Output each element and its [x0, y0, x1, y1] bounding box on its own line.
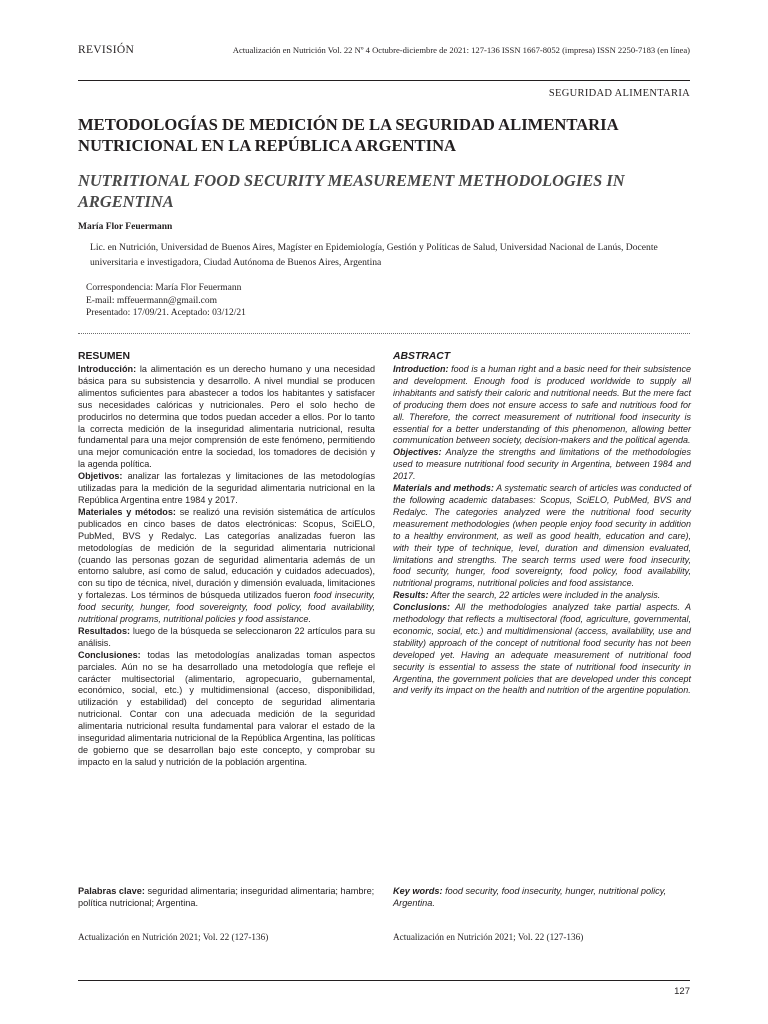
key-words	[393, 885, 693, 909]
author-affiliation: Lic. en Nutrición, Universidad de Buenos Aires, Magíster en Epidemiología, Gestión y Políticas de Salud, Universidad Nacional de Lanús, Docente universitaria e investigadora, Ciudad Autónoma de Buenos Aires, Argentina	[90, 242, 658, 268]
correspondence-block	[86, 282, 486, 320]
abstract-heading: ABSTRACT	[393, 351, 451, 362]
resumen-met-terms: food insecurity, food security, hunger, food sovereignty, food policy, food availability, nutritional programs, nutritional policies y food assistance.	[78, 590, 375, 625]
article-title-spanish: METODOLOGÍAS DE MEDICIÓN DE LA SEGURIDAD ALIMENTARIA NUTRICIONAL EN LA REPÚBLICA ARGENTINA	[78, 115, 618, 155]
author-name: María Flor Feuermann	[78, 222, 173, 232]
abstract-results	[393, 590, 691, 602]
resumen-objectives	[78, 471, 375, 507]
abstract-res-label: Results:	[393, 590, 429, 601]
resumen-intro-text: la alimentación es un derecho humano y una necesidad básica para su subsistencia y desarrollo. A nivel mundial se producen alimentos suficientes para abastecer a todos los habitantes y satisfacer sus necesidades calóricas y nutricionales. Pero el solo hecho de producirlos no determina que todos puedan acceder a ellos. Por lo tanto la correcta medición de la inseguridad alimentaria nutricional, resulta fundamental para una mejor comprensión de este fenómeno, permitiendo una mejor comunicación entre la sociedad, los tomadores de decisión y la agenda política.	[78, 364, 375, 470]
resumen-obj-label: Objetivos:	[78, 471, 123, 482]
resumen-obj-text: analizar las fortalezas y limitaciones de las metodologías utilizadas para la medición de la seguridad alimentaria nutricional en la República Argentina entre 1984 y 2017.	[78, 471, 375, 505]
abstract-objectives	[393, 447, 691, 483]
abstract-obj-label: Objectives:	[393, 447, 442, 458]
abstract-res-text: After the search, 22 articles were included in the analysis.	[430, 590, 661, 601]
resumen-met-text: se realizó una revisión sistemática de artículos publicados en cinco bases de datos electrónicas: Scopus, SciELO, PubMed, BVS y Redalyc. Las categorías analizadas fueron las metodologías de medición de la seguridad alimentaria nutricional (cuando las personas gozan de seguridad alimentaria además de un entorno salubre, así como de salud, educación y cuidados adecuados), con su tipo de técnica, nivel, duración y dimensión evaluada, limitaciones y fortalezas. Los términos de búsqueda utilizados fueron	[78, 506, 376, 601]
dotted-divider	[78, 333, 690, 334]
submission-dates: Presentado: 17/09/21. Aceptado: 03/12/21	[86, 308, 246, 318]
page-number: 127	[674, 986, 690, 997]
key-words-label: Key words:	[393, 886, 443, 896]
abstract-met-text: A systematic search of articles was conducted of the following academic databases: Scopus, SciELO, PubMed, BVS and Redalyc. The categories analyzed were the nutritional food security measurement methodologies (when people enjoy food security in addition to a healthy environment, as well as good health, education and care), with their type of technique, level, duration and dimension evaluated, limitations and strengths. The search terms used were food insecurity, food security, hunger, food sovereignty, food policy, food availability, nutritional programs, nutritional policies and food assistance.	[393, 483, 691, 589]
palabras-clave	[78, 885, 378, 909]
resumen-methods	[78, 507, 375, 626]
resumen-column	[78, 350, 375, 769]
resumen-heading: RESUMEN	[78, 351, 130, 362]
resumen-con-text: todas las metodologías analizadas toman aspectos parciales. Aún no se ha desarrollado una metodología que refleje el carácter multisectorial (alimentario, agropecuario, gubernamental, económico, social, etc.) y multidimensional (acceso, disponibilidad, utilización y estabilidad) del concepto de seguridad alimentaria nutricional. Contar con una adecuada medición de la seguridad alimentaria nutricional resulta fundamental para valorar el estado de la inseguridad alimentaria nutricional de la República Argentina, las políticas de gobierno que se desarrollan bajo este concepto, y comprobar su impacto en la salud y nutrición de la población argentina.	[78, 649, 375, 767]
footer-citation-right: Actualización en Nutrición 2021; Vol. 22 (127-136)	[393, 932, 584, 942]
palabras-clave-label: Palabras clave:	[78, 886, 145, 896]
header-rule	[78, 80, 690, 81]
resumen-results	[78, 626, 375, 650]
abstract-con-label: Conclusions:	[393, 602, 451, 613]
key-words-text: food security, food insecurity, hunger, nutritional policy, Argentina.	[393, 886, 667, 908]
abstract-met-label: Materials and methods:	[393, 483, 494, 494]
correspondence-name: Correspondencia: María Flor Feuermann	[86, 283, 242, 293]
resumen-con-label: Conclusiones:	[78, 649, 141, 660]
abstract-column	[393, 350, 691, 697]
resumen-conclusions	[78, 650, 375, 769]
resumen-res-text: luego de la búsqueda se seleccionaron 22 artículos para su análisis.	[78, 625, 376, 648]
palabras-clave-text: seguridad alimentaria; inseguridad alimentaria; hambre; política nutricional; Argentina.	[78, 886, 375, 908]
section-label: SEGURIDAD ALIMENTARIA	[548, 88, 690, 99]
abstract-intro-text: food is a human right and a basic need for their subsistence and development. Enough food is produced worldwide to supply all inhabitants and satisfy their caloric and nutritional needs. But the mere fact of producing them does not ensure access to safe and nutritious food for all. Therefore, the correct measurement of nutritional food insecurity is essential for a better understanding of this phenomenon, allowing better communication between society, decision-makers and the political agenda.	[393, 364, 691, 446]
abstract-introduction	[393, 364, 691, 447]
article-title-english: NUTRITIONAL FOOD SECURITY MEASUREMENT METHODOLOGIES IN ARGENTINA	[78, 171, 625, 211]
abstract-intro-label: Introduction:	[393, 364, 449, 374]
resumen-met-label: Materiales y métodos:	[78, 506, 176, 517]
journal-citation-header: Actualización en Nutrición Vol. 22 Nº 4 Octubre-diciembre de 2021: 127-136 ISSN 1667-8052 (impresa) ISSN 2250-7183 (en línea)	[232, 45, 690, 55]
resumen-introduction	[78, 364, 375, 471]
resumen-res-label: Resultados:	[78, 625, 131, 636]
correspondence-email: E-mail: mffeuermann@gmail.com	[86, 295, 217, 306]
abstract-obj-text: Analyze the strengths and limitations of the methodologies used to measure nutritional food security in Argentina, between 1984 and 2017.	[393, 447, 691, 482]
footer-citation-left: Actualización en Nutrición 2021; Vol. 22 (127-136)	[78, 932, 269, 942]
abstract-methods	[393, 483, 691, 590]
running-header-label: REVISIÓN	[78, 44, 135, 56]
resumen-intro-label: Introducción:	[78, 364, 137, 374]
footer-rule	[78, 980, 690, 981]
abstract-conclusions	[393, 602, 691, 697]
abstract-con-text: All the methodologies analyzed take partial aspects. A methodology that reflects a multisectoral (food, agriculture, governmental, economic, social, etc.) and multidimensional (access, availability, use and stability) approach of the concept of nutritional food security has not been developed yet. Having an adequate measurement of nutritional food security is essential to assess the state of nutritional food insecurity in Argentina, the government policies that are developed under this concept and verify its impact on the health and nutrition of the argentine population.	[393, 602, 691, 696]
